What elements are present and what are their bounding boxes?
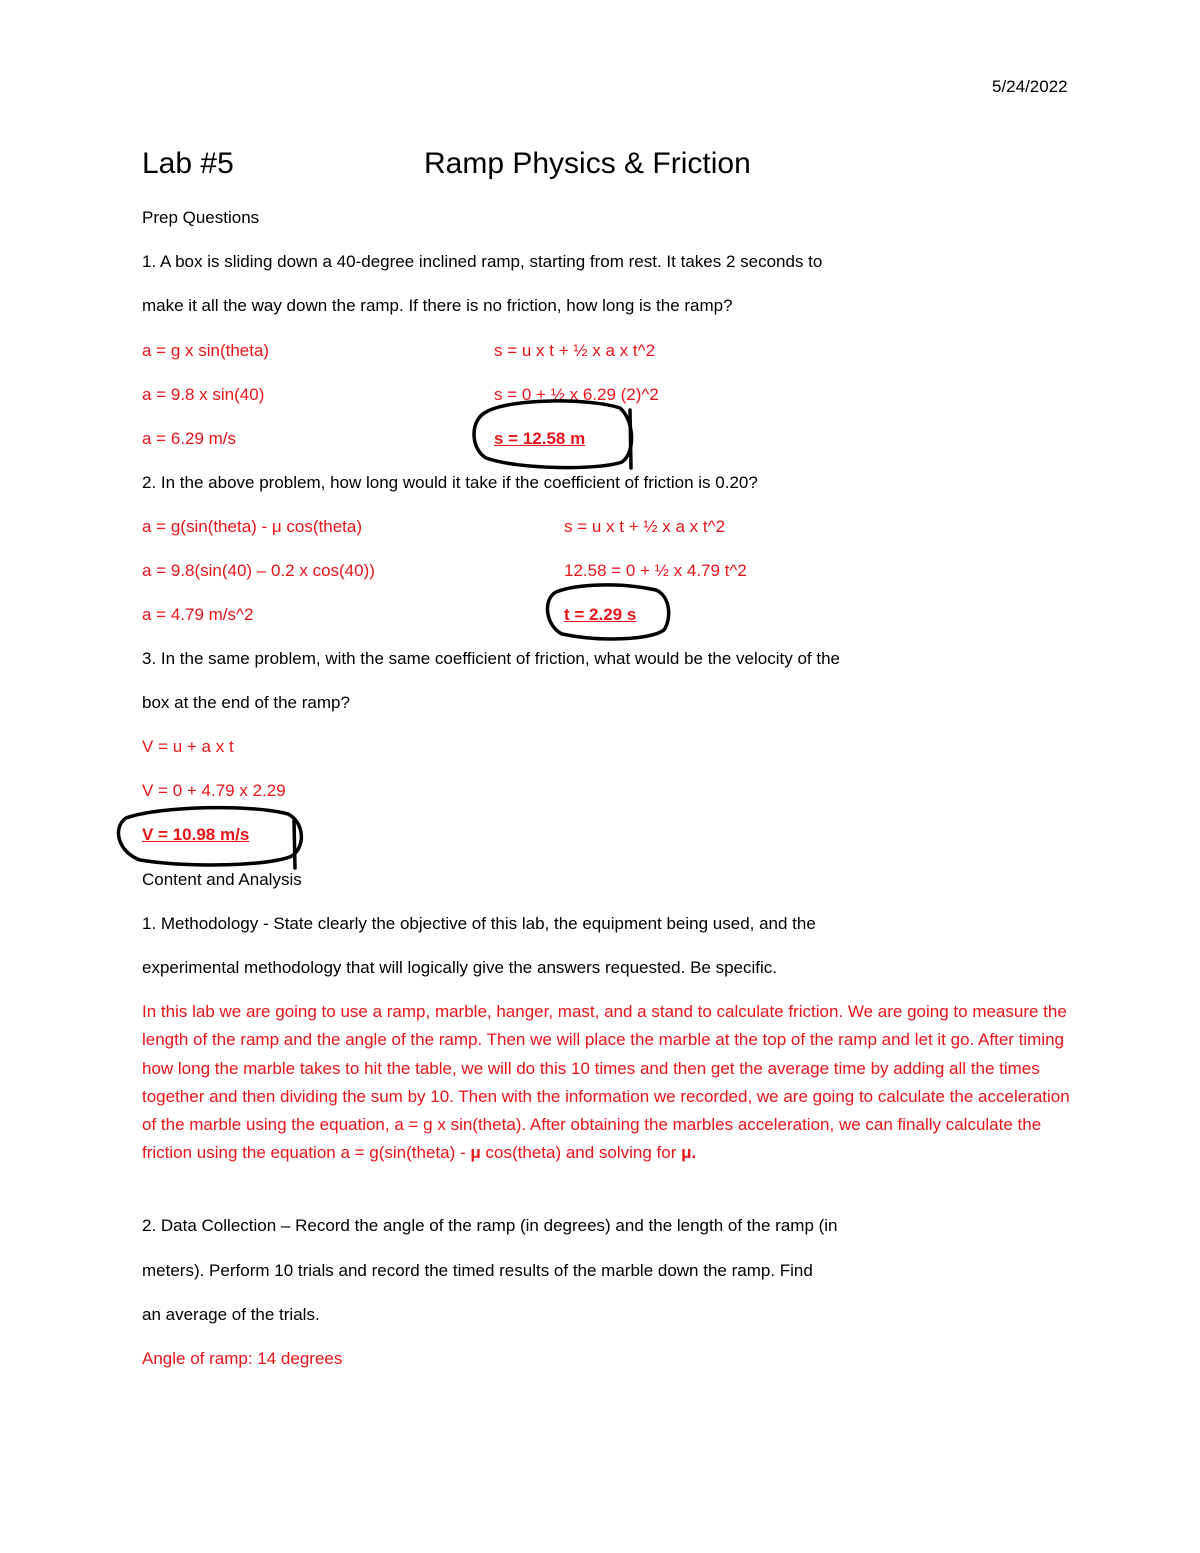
- q1-formula-left-3: a = 6.29 m/s: [142, 429, 237, 448]
- angle-of-ramp: Angle of ramp: 14 degrees: [142, 1349, 343, 1368]
- question-1-line-1: 1. A box is sliding down a 40-degree inclined ramp, starting from rest. It takes 2 seconds to: [142, 252, 823, 271]
- question-1-line-2: make it all the way down the ramp. If there is no friction, how long is the ramp?: [142, 296, 733, 315]
- data-collection-line-3: an average of the trials.: [142, 1305, 320, 1324]
- methodology-answer-end: .: [691, 1143, 697, 1163]
- q1-formula-right-1: s = u x t + ½ x a x t^2: [494, 341, 656, 360]
- mu-symbol: μ: [470, 1143, 481, 1163]
- lab-number-title: Lab #5: [142, 147, 234, 180]
- q1-answer-circle: [474, 401, 632, 468]
- q1-formula-left-2: a = 9.8 x sin(40): [142, 385, 265, 404]
- methodology-answer-mid: cos(theta) and solving for: [480, 1143, 682, 1163]
- data-collection-line-1: 2. Data Collection – Record the angle of the ramp (in degrees) and the length of the ramp (in: [142, 1216, 838, 1235]
- q2-formula-right-1: s = u x t + ½ x a x t^2: [564, 517, 726, 536]
- q1-formula-right-2: s = 0 + ½ x 6.29 (2)^2: [494, 385, 659, 404]
- q2-formula-left-2: a = 9.8(sin(40) – 0.2 x cos(40)): [142, 561, 375, 580]
- q2-answer-circle: [547, 585, 668, 639]
- q3-formula-1: V = u + a x t: [142, 737, 234, 756]
- q2-answer: t = 2.29 s: [564, 605, 637, 624]
- q2-formula-left-1: a = g(sin(theta) - μ cos(theta): [142, 517, 363, 536]
- q1-answer: s = 12.58 m: [494, 429, 586, 448]
- date-header: 5/24/2022: [992, 77, 1068, 96]
- q3-answer-circle: [118, 808, 301, 865]
- q3-answer: V = 10.98 m/s: [142, 825, 250, 844]
- q3-formula-2: V = 0 + 4.79 x 2.29: [142, 781, 286, 800]
- methodology-answer-text: In this lab we are going to use a ramp, marble, hanger, mast, and a stand to calculate friction. We are going to measure the length of the ramp and the angle of the ramp. Then we will place the marble at the top of the ramp and let it go. After timing how long the marble takes to hit the table, we will do this 10 times and then get the average time by adding all the times together and then dividing the sum by 10. Then with the information we recorded, we are going to calculate the acceleration of the marble using the equation, a = g x sin(theta). After obtaining the marbles acceleration, we can finally calculate the friction using the equation a = g(sin(theta) -: [142, 1002, 1070, 1163]
- methodology-line-1: 1. Methodology - State clearly the objective of this lab, the equipment being used, and the: [142, 914, 816, 933]
- methodology-line-2: experimental methodology that will logically give the answers requested. Be specific.: [142, 958, 777, 977]
- q2-formula-right-2: 12.58 = 0 + ½ x 4.79 t^2: [564, 561, 747, 580]
- prep-questions-heading: Prep Questions: [142, 208, 260, 227]
- question-3-line-2: box at the end of the ramp?: [142, 693, 350, 712]
- content-analysis-heading: Content and Analysis: [142, 870, 302, 889]
- lab-name-title: Ramp Physics & Friction: [424, 147, 751, 180]
- q1-answer-tick: [630, 410, 631, 468]
- data-collection-line-2: meters). Perform 10 trials and record the timed results of the marble down the ramp. Find: [142, 1261, 813, 1280]
- q3-answer-tick: [294, 820, 295, 868]
- q1-formula-left-1: a = g x sin(theta): [142, 341, 270, 360]
- q2-formula-left-3: a = 4.79 m/s^2: [142, 605, 254, 624]
- question-3-line-1: 3. In the same problem, with the same coefficient of friction, what would be the velocity of the: [142, 649, 840, 668]
- mu-symbol: μ: [681, 1143, 692, 1163]
- question-2-line-1: 2. In the above problem, how long would it take if the coefficient of friction is 0.20?: [142, 473, 758, 492]
